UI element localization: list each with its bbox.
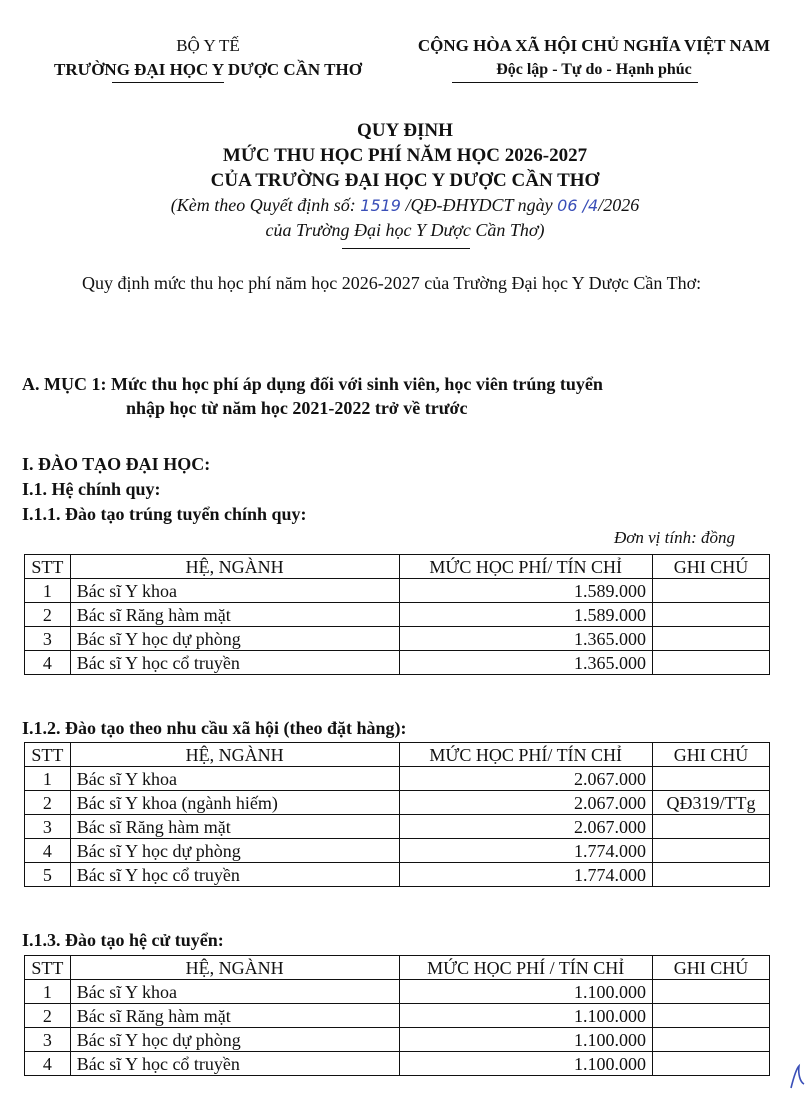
intro-paragraph: Quy định mức thu học phí năm học 2026-2027 của Trường Đại học Y Dược Cần Thơ: bbox=[82, 273, 702, 293]
cell-stt: 3 bbox=[25, 815, 71, 839]
decision-number: 1519 bbox=[360, 196, 401, 215]
cell-fee: 1.589.000 bbox=[399, 579, 652, 603]
cell-fee: 1.365.000 bbox=[399, 651, 652, 675]
title-line-3: CỦA TRƯỜNG ĐẠI HỌC Y DƯỢC CẦN THƠ bbox=[210, 170, 600, 191]
republic-name: CỘNG HÒA XÃ HỘI CHỦ NGHĨA VIỆT NAM bbox=[417, 36, 771, 55]
decision-year: /2026 bbox=[598, 195, 640, 215]
table-row bbox=[25, 1052, 770, 1076]
table-header-row bbox=[25, 956, 770, 980]
decision-line-2: của Trường Đại học Y Dược Cần Thơ) bbox=[265, 220, 545, 240]
table-row bbox=[25, 767, 770, 791]
header-left bbox=[18, 34, 398, 82]
document-title bbox=[0, 118, 810, 243]
cell-program: Bác sĩ Y học cổ truyền bbox=[70, 863, 399, 887]
ministry-name: BỘ Y TẾ bbox=[176, 36, 240, 55]
cell-note bbox=[652, 815, 769, 839]
table-row bbox=[25, 839, 770, 863]
cell-stt: 1 bbox=[25, 579, 71, 603]
table-row bbox=[25, 1028, 770, 1052]
col-fee: MỨC HỌC PHÍ / TÍN CHỈ bbox=[399, 956, 652, 980]
decision-mid: /QĐ-ĐHYDCT ngày bbox=[405, 195, 553, 215]
col-note: GHI CHÚ bbox=[652, 555, 769, 579]
cell-fee: 1.100.000 bbox=[399, 1004, 652, 1028]
cell-fee: 1.589.000 bbox=[399, 603, 652, 627]
decision-date: 06 /4 bbox=[557, 196, 599, 215]
section-i1-heading: I.1. Hệ chính quy: bbox=[22, 479, 161, 499]
cell-stt: 5 bbox=[25, 863, 71, 887]
fee-table-2 bbox=[24, 742, 770, 887]
cell-note bbox=[652, 1028, 769, 1052]
motto-underline bbox=[452, 82, 698, 83]
cell-program: Bác sĩ Răng hàm mặt bbox=[70, 1004, 399, 1028]
header-left-underline bbox=[112, 82, 224, 83]
cell-note bbox=[652, 839, 769, 863]
cell-fee: 1.100.000 bbox=[399, 1028, 652, 1052]
cell-fee: 1.100.000 bbox=[399, 1052, 652, 1076]
cell-fee: 2.067.000 bbox=[399, 791, 652, 815]
title-underline bbox=[342, 248, 470, 249]
cell-program: Bác sĩ Y khoa bbox=[70, 579, 399, 603]
fee-table-3 bbox=[24, 955, 770, 1076]
cell-note bbox=[652, 980, 769, 1004]
col-fee: MỨC HỌC PHÍ/ TÍN CHỈ bbox=[399, 743, 652, 767]
cell-program: Bác sĩ Y khoa bbox=[70, 980, 399, 1004]
col-stt: STT bbox=[25, 555, 71, 579]
cell-note bbox=[652, 627, 769, 651]
table-row bbox=[25, 815, 770, 839]
table-header-row bbox=[25, 743, 770, 767]
cell-program: Bác sĩ Y khoa bbox=[70, 767, 399, 791]
section-a-line-2: nhập học từ năm học 2021-2022 trở về trước bbox=[126, 398, 468, 418]
table-row bbox=[25, 980, 770, 1004]
cell-stt: 4 bbox=[25, 651, 71, 675]
cell-program: Bác sĩ Y học cổ truyền bbox=[70, 651, 399, 675]
cell-program: Bác sĩ Y học dự phòng bbox=[70, 1028, 399, 1052]
col-program: HỆ, NGÀNH bbox=[70, 743, 399, 767]
col-fee: MỨC HỌC PHÍ/ TÍN CHỈ bbox=[399, 555, 652, 579]
col-note: GHI CHÚ bbox=[652, 743, 769, 767]
col-stt: STT bbox=[25, 956, 71, 980]
decision-reference bbox=[0, 193, 810, 218]
cell-fee: 1.100.000 bbox=[399, 980, 652, 1004]
cell-note bbox=[652, 767, 769, 791]
cell-fee: 1.774.000 bbox=[399, 863, 652, 887]
cell-program: Bác sĩ Răng hàm mặt bbox=[70, 603, 399, 627]
cell-stt: 2 bbox=[25, 791, 71, 815]
cell-program: Bác sĩ Y học cổ truyền bbox=[70, 1052, 399, 1076]
cell-fee: 1.774.000 bbox=[399, 839, 652, 863]
cell-program: Bác sĩ Y học dự phòng bbox=[70, 627, 399, 651]
header-right bbox=[384, 34, 804, 82]
cell-stt: 2 bbox=[25, 603, 71, 627]
university-name: TRƯỜNG ĐẠI HỌC Y DƯỢC CẦN THƠ bbox=[54, 60, 362, 79]
table-row bbox=[25, 627, 770, 651]
cell-stt: 2 bbox=[25, 1004, 71, 1028]
cell-note bbox=[652, 579, 769, 603]
table-1-heading: I.1.1. Đào tạo trúng tuyển chính quy: bbox=[22, 504, 307, 524]
table-row bbox=[25, 791, 770, 815]
cell-program: Bác sĩ Răng hàm mặt bbox=[70, 815, 399, 839]
unit-label: Đơn vị tính: đồng bbox=[614, 528, 735, 547]
cell-fee: 2.067.000 bbox=[399, 815, 652, 839]
cell-program: Bác sĩ Y học dự phòng bbox=[70, 839, 399, 863]
table-2-heading: I.1.2. Đào tạo theo nhu cầu xã hội (theo đặt hàng): bbox=[22, 718, 407, 738]
cell-stt: 3 bbox=[25, 627, 71, 651]
table-header-row bbox=[25, 555, 770, 579]
col-stt: STT bbox=[25, 743, 71, 767]
cell-fee: 2.067.000 bbox=[399, 767, 652, 791]
fee-table-1 bbox=[24, 554, 770, 675]
cell-note: QĐ319/TTg bbox=[652, 791, 769, 815]
cell-note bbox=[652, 1052, 769, 1076]
cell-note bbox=[652, 1004, 769, 1028]
cell-note bbox=[652, 863, 769, 887]
section-i-heading: I. ĐÀO TẠO ĐẠI HỌC: bbox=[22, 454, 211, 474]
table-row bbox=[25, 651, 770, 675]
cell-fee: 1.365.000 bbox=[399, 627, 652, 651]
col-program: HỆ, NGÀNH bbox=[70, 956, 399, 980]
cell-note bbox=[652, 603, 769, 627]
initial-signature-mark bbox=[788, 1062, 808, 1092]
cell-program: Bác sĩ Y khoa (ngành hiếm) bbox=[70, 791, 399, 815]
cell-note bbox=[652, 651, 769, 675]
table-row bbox=[25, 1004, 770, 1028]
cell-stt: 1 bbox=[25, 980, 71, 1004]
cell-stt: 3 bbox=[25, 1028, 71, 1052]
table-3-heading: I.1.3. Đào tạo hệ cử tuyển: bbox=[22, 930, 224, 950]
section-a-heading bbox=[22, 372, 802, 420]
cell-stt: 4 bbox=[25, 839, 71, 863]
col-program: HỆ, NGÀNH bbox=[70, 555, 399, 579]
title-line-2: MỨC THU HỌC PHÍ NĂM HỌC 2026-2027 bbox=[222, 145, 588, 166]
col-note: GHI CHÚ bbox=[652, 956, 769, 980]
title-line-1: QUY ĐỊNH bbox=[357, 120, 453, 141]
cell-stt: 4 bbox=[25, 1052, 71, 1076]
cell-stt: 1 bbox=[25, 767, 71, 791]
national-motto: Độc lập - Tự do - Hạnh phúc bbox=[496, 61, 692, 78]
table-row bbox=[25, 603, 770, 627]
table-row bbox=[25, 863, 770, 887]
decision-prefix: (Kèm theo Quyết định số: bbox=[170, 195, 356, 215]
section-a-line-1: A. MỤC 1: Mức thu học phí áp dụng đối với sinh viên, học viên trúng tuyển bbox=[22, 374, 603, 394]
table-row bbox=[25, 579, 770, 603]
